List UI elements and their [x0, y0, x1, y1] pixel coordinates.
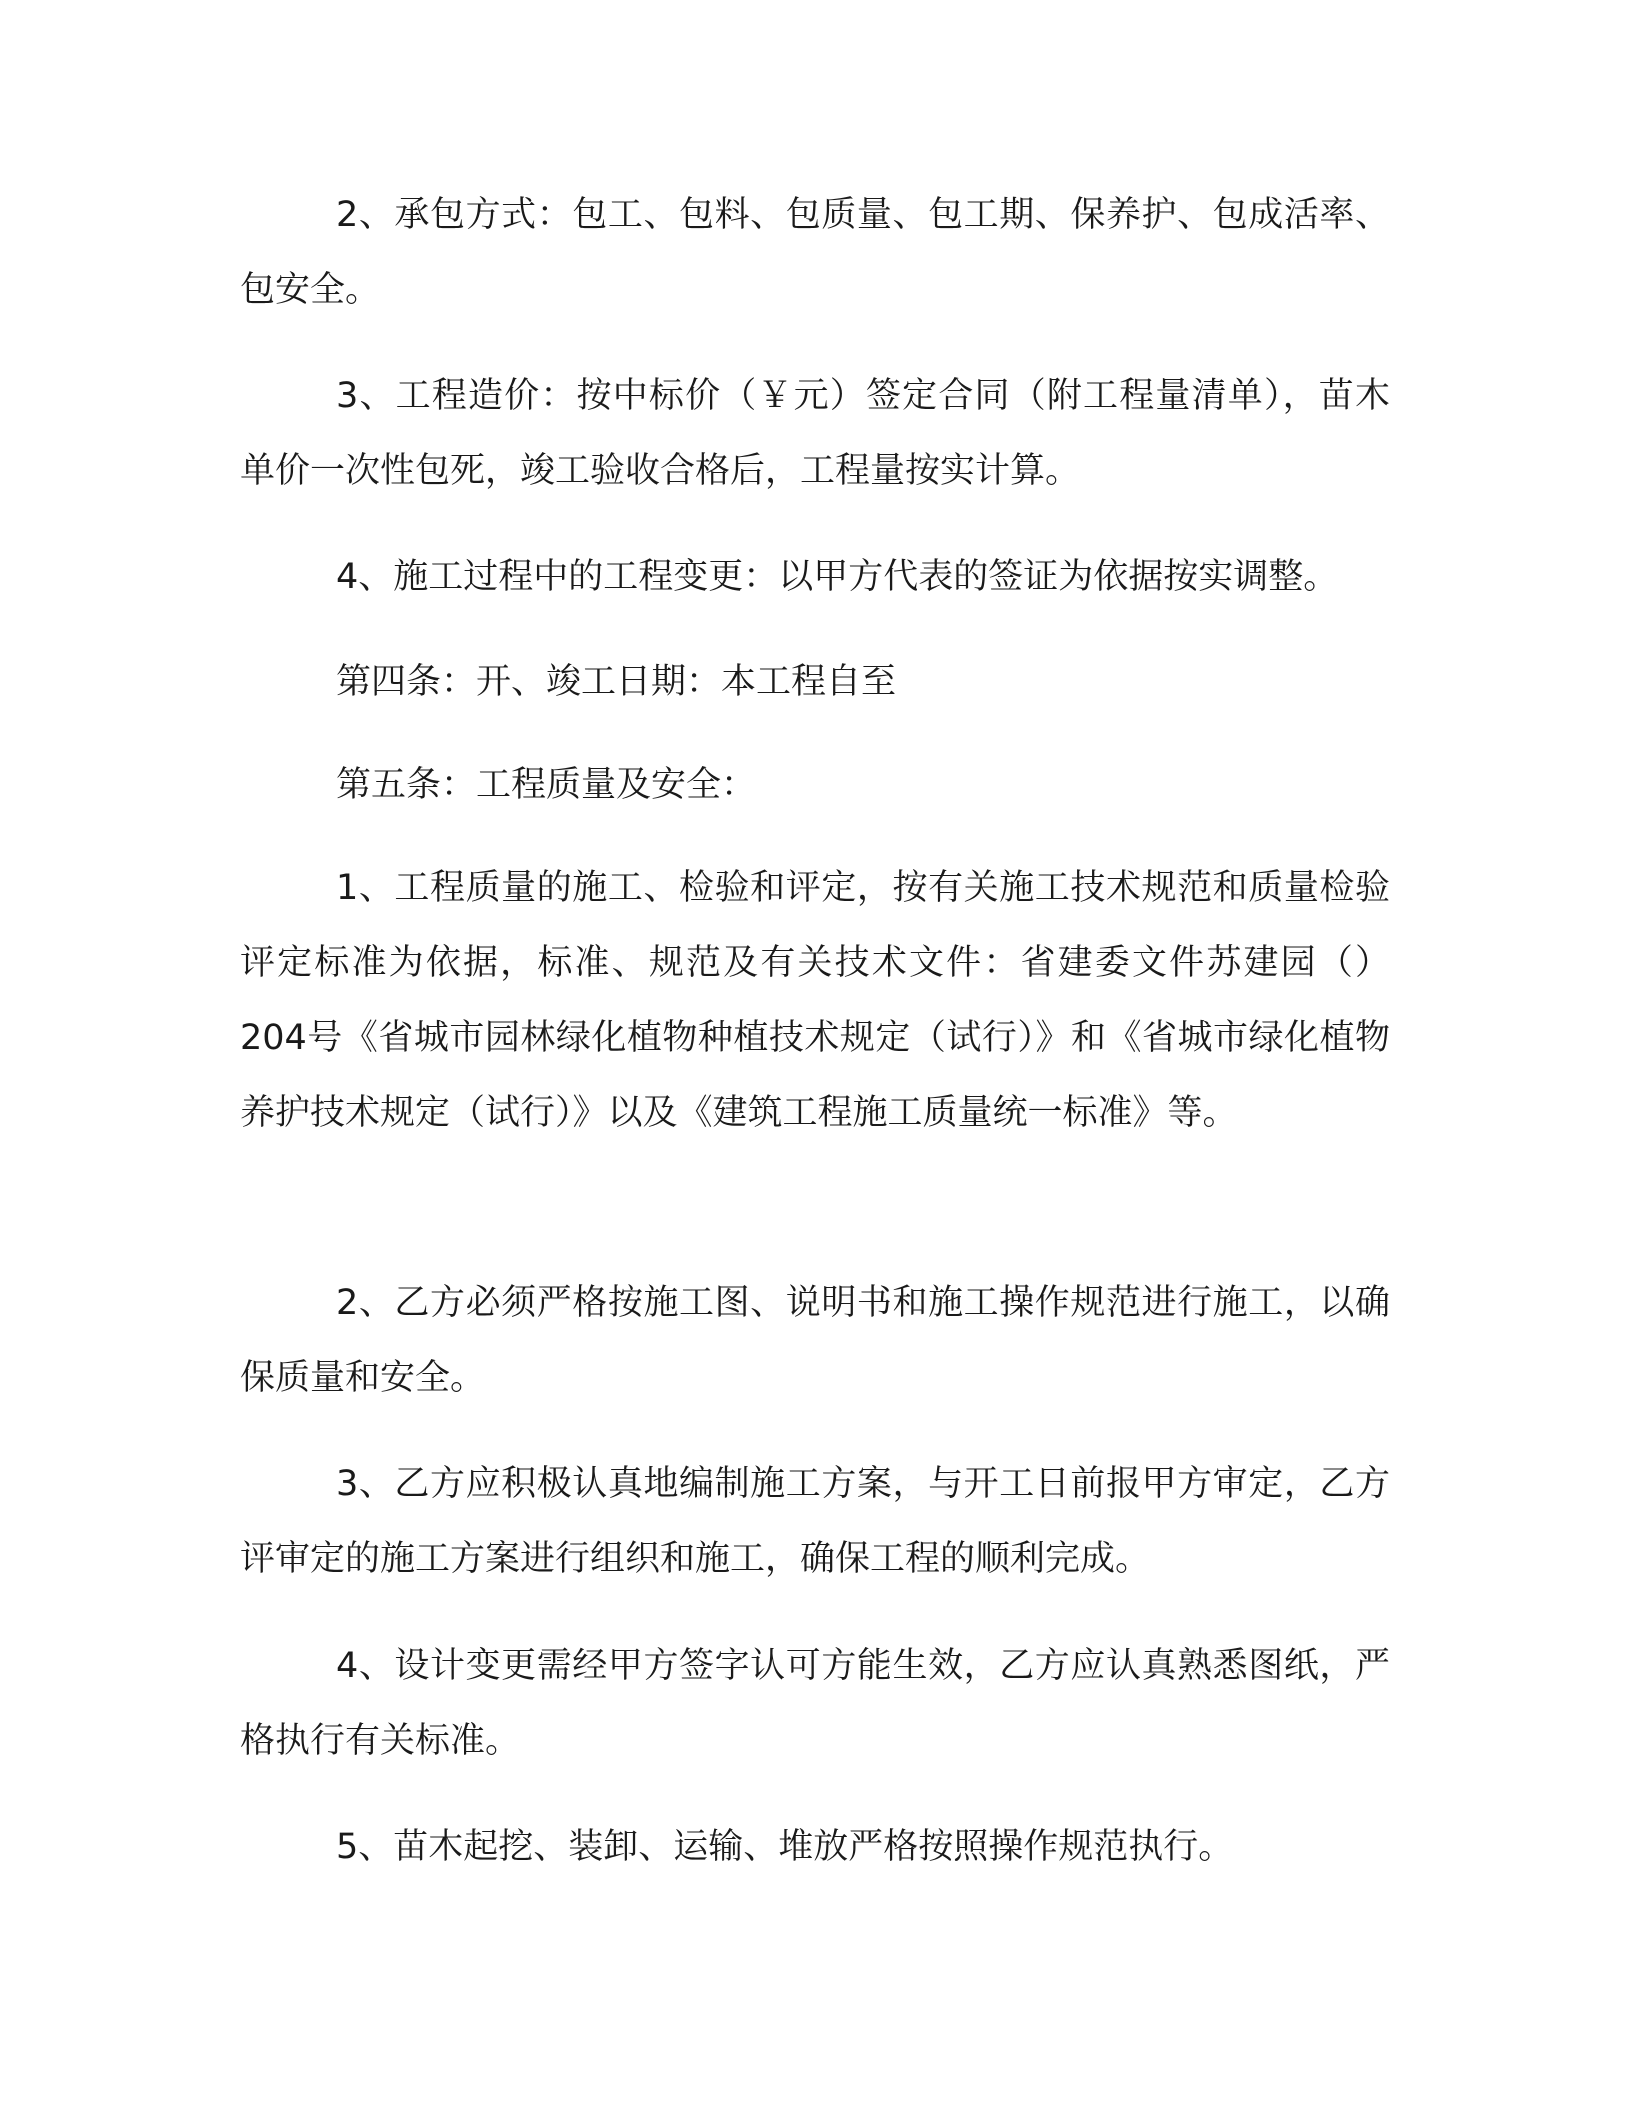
paragraph-engineering-change: 4、施工过程中的工程变更：以甲方代表的签证为依据按实调整。 [336, 557, 1339, 597]
paragraph-contract-method: 2、承包方式：包工、包料、包质量、包工期、保养护、包成活率、包安全。 [240, 195, 1390, 310]
article-four-dates: 第四条：开、竣工日期：本工程自至 [336, 662, 897, 702]
paragraph-nursery-handling: 5、苗木起挖、装卸、运输、堆放严格按照操作规范执行。 [336, 1827, 1234, 1867]
paragraph-construction-drawings: 2、乙方必须严格按施工图、说明书和施工操作规范进行施工，以确保质量和安全。 [240, 1283, 1390, 1398]
paragraph-project-cost: 3、工程造价：按中标价（￥元）签定合同（附工程量清单），苗木单价一次性包死，竣工验收合格后，工程量按实计算。 [240, 376, 1390, 491]
paragraph-design-change: 4、设计变更需经甲方签字认可方能生效，乙方应认真熟悉图纸，严格执行有关标准。 [240, 1646, 1390, 1761]
article-five-heading: 第五条：工程质量及安全： [336, 765, 757, 805]
paragraph-quality-standards: 1、工程质量的施工、检验和评定，按有关施工技术规范和质量检验评定标准为依据，标准、规范及有关技术文件：省建委文件苏建园（）204号《省城市园林绿化植物种植技术规定（试行）》和《省城市绿化植物养护技术规定（试行）》以及《建筑工程施工质量统一标准》等。 [240, 868, 1390, 1133]
paragraph-construction-plan: 3、乙方应积极认真地编制施工方案，与开工日前报甲方审定，乙方评审定的施工方案进行组织和施工，确保工程的顺利完成。 [240, 1464, 1390, 1579]
